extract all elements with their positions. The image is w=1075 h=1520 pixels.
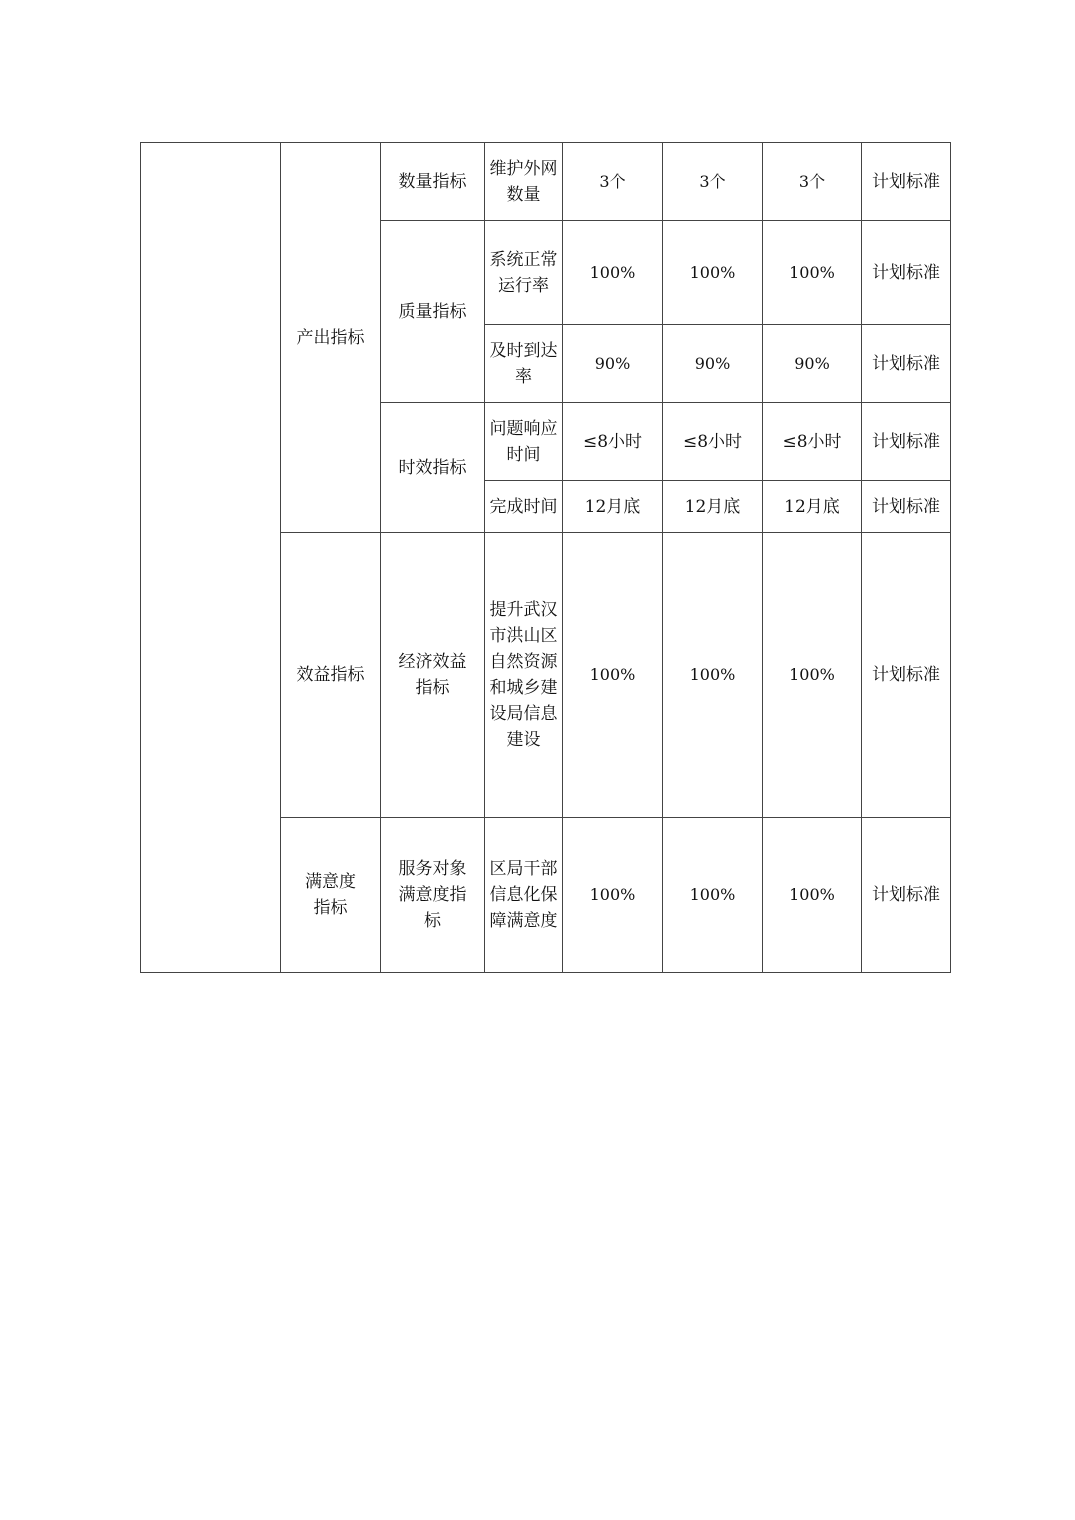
value-cell: 12月底 xyxy=(763,481,862,533)
level2-indicator-cell: 数量指标 xyxy=(381,143,485,221)
value-cell: 100% xyxy=(763,533,862,818)
value-cell: 100% xyxy=(663,818,763,973)
value-cell: 12月底 xyxy=(563,481,663,533)
level1-indicator-cell: 效益指标 xyxy=(281,533,381,818)
standard-cell: 计划标准 xyxy=(862,325,951,403)
indicator-name-cell: 完成时间 xyxy=(485,481,563,533)
indicator-name-cell: 及时到达率 xyxy=(485,325,563,403)
value-cell: ≤8小时 xyxy=(563,403,663,481)
value-cell: 3个 xyxy=(563,143,663,221)
indicator-name-cell: 区局干部信息化保障满意度 xyxy=(485,818,563,973)
value-cell: 100% xyxy=(763,818,862,973)
value-cell: 90% xyxy=(563,325,663,403)
value-cell: 100% xyxy=(663,221,763,325)
value-cell: ≤8小时 xyxy=(763,403,862,481)
blank-category-cell xyxy=(141,143,281,973)
value-cell: 3个 xyxy=(663,143,763,221)
value-cell: ≤8小时 xyxy=(663,403,763,481)
performance-indicator-table xyxy=(140,142,951,973)
level2-indicator-cell: 服务对象满意度指标 xyxy=(381,818,485,973)
standard-cell: 计划标准 xyxy=(862,533,951,818)
value-cell: 100% xyxy=(563,221,663,325)
standard-cell: 计划标准 xyxy=(862,818,951,973)
value-cell: 100% xyxy=(763,221,862,325)
level2-indicator-cell: 时效指标 xyxy=(381,403,485,533)
indicator-name-cell: 维护外网数量 xyxy=(485,143,563,221)
level2-indicator-cell: 经济效益指标 xyxy=(381,533,485,818)
indicator-name-cell: 提升武汉市洪山区自然资源和城乡建设局信息建设 xyxy=(485,533,563,818)
value-cell: 90% xyxy=(763,325,862,403)
value-cell: 100% xyxy=(563,533,663,818)
value-cell: 90% xyxy=(663,325,763,403)
level2-indicator-cell: 质量指标 xyxy=(381,221,485,403)
standard-cell: 计划标准 xyxy=(862,221,951,325)
value-cell: 100% xyxy=(563,818,663,973)
value-cell: 12月底 xyxy=(663,481,763,533)
level1-indicator-cell: 满意度指标 xyxy=(281,818,381,973)
table-row xyxy=(141,143,951,221)
value-cell: 3个 xyxy=(763,143,862,221)
level1-indicator-cell: 产出指标 xyxy=(281,143,381,533)
indicator-name-cell: 系统正常运行率 xyxy=(485,221,563,325)
standard-cell: 计划标准 xyxy=(862,403,951,481)
standard-cell: 计划标准 xyxy=(862,143,951,221)
indicator-name-cell: 问题响应时间 xyxy=(485,403,563,481)
value-cell: 100% xyxy=(663,533,763,818)
standard-cell: 计划标准 xyxy=(862,481,951,533)
